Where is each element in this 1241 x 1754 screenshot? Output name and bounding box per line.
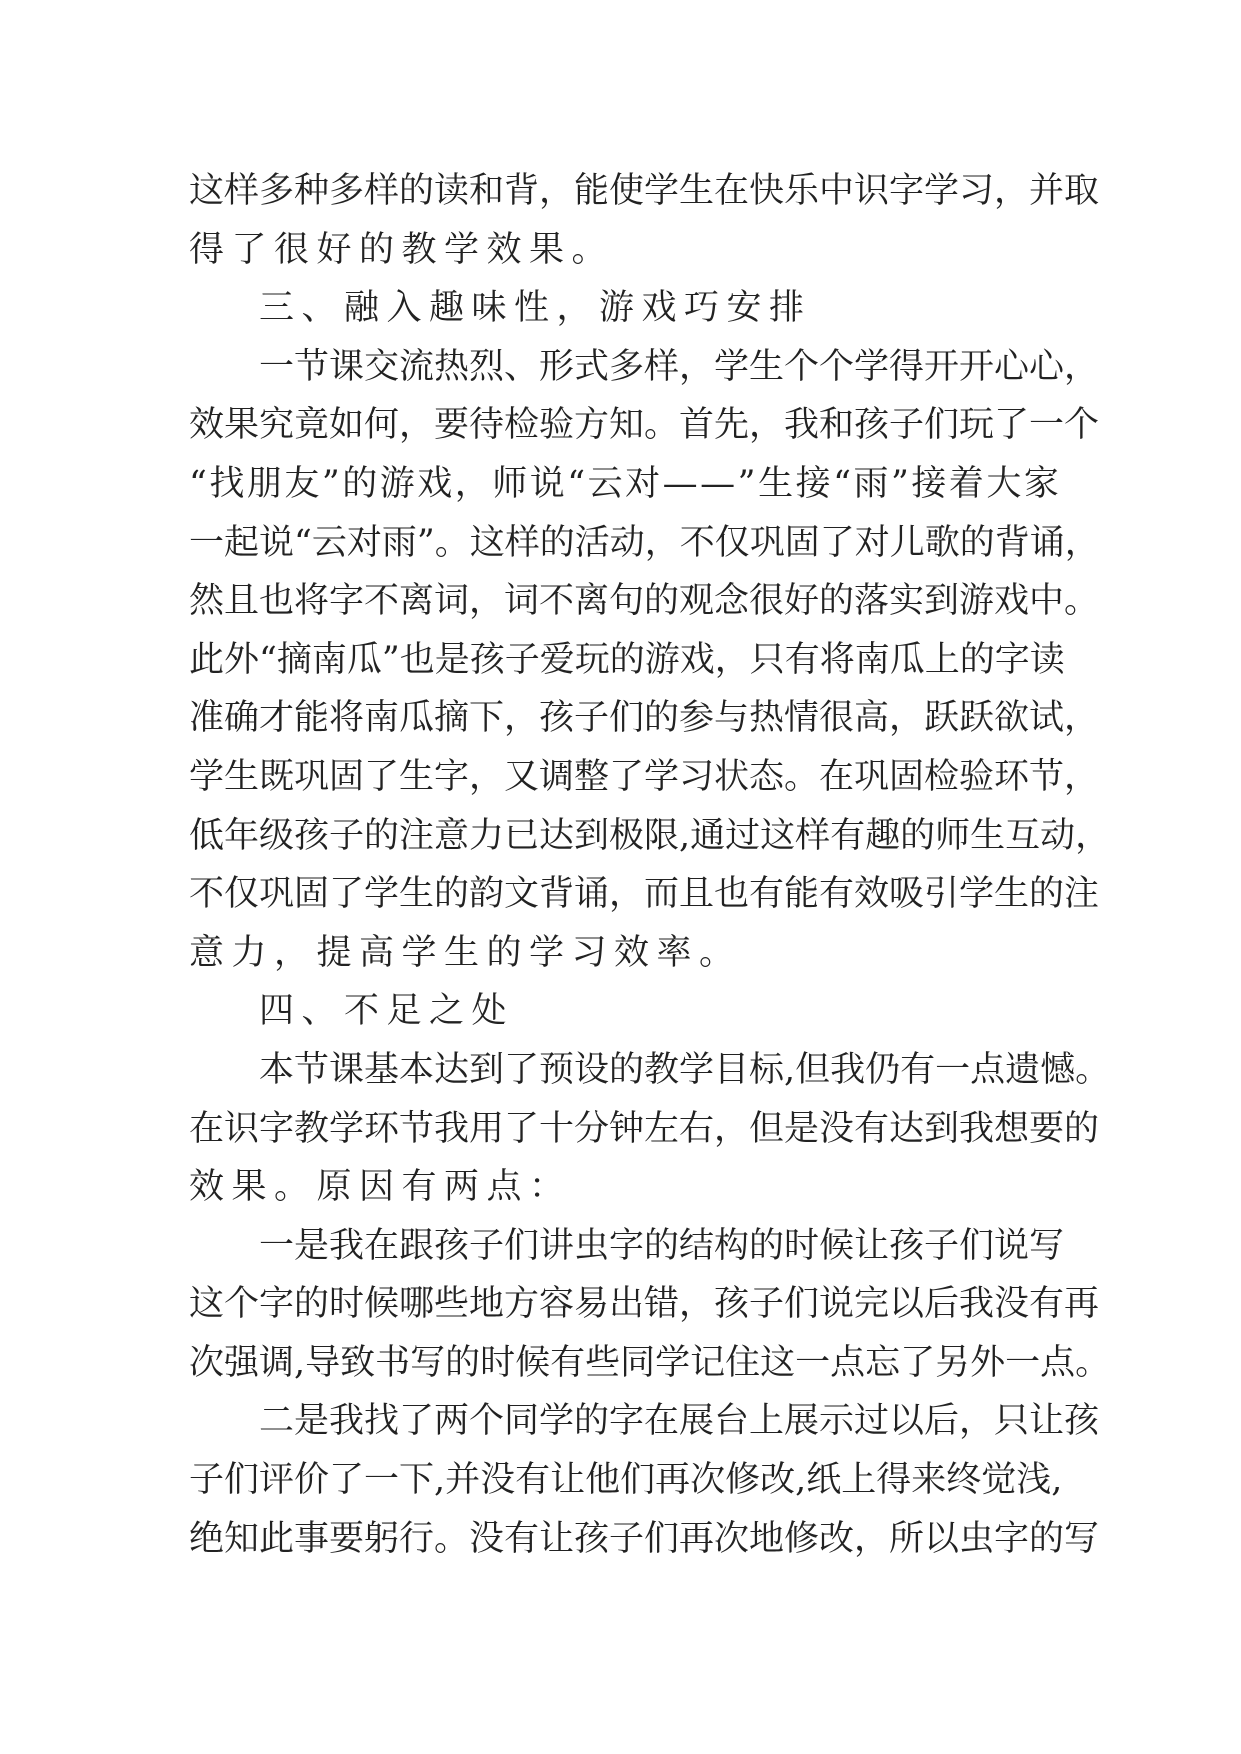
text-line: 绝知此事要躬行。没有让孩子们再次地修改，所以虫字的写 [189,1518,1100,1559]
text-line: 学生既巩固了生字，又调整了学习状态。在巩固检验环节， [189,756,1100,797]
section-heading: 四、不足之处 [259,991,515,1032]
text-line: 一节课交流热烈、形式多样，学生个个学得开开心心， [259,346,1100,387]
text-line: 然且也将字不离词，词不离句的观念很好的落实到游戏中。 [189,581,1100,622]
text-line: 在识字教学环节我用了十分钟左右，但是没有达到我想要的 [189,1108,1100,1149]
text-line: 意力，提高学生的学习效率。 [189,932,742,973]
text-line: 子们评价了一下,并没有让他们再次修改,纸上得来终觉浅, [189,1460,1063,1501]
text-line: 这样多种多样的读和背，能使学生在快乐中识字学习，并取 [189,171,1100,211]
text-line: 准确才能将南瓜摘下，孩子们的参与热情很高，跃跃欲试， [189,698,1100,739]
text-line: 一起说“云对雨”。这样的活动，不仅巩固了对儿歌的背诵， [189,522,1100,563]
text-line: 不仅巩固了学生的韵文背诵，而且也有能有效吸引学生的注 [189,874,1100,915]
section-heading: 三、融入趣味性，游戏巧安排 [259,288,812,329]
text-line: 本节课基本达到了预设的教学目标,但我仍有一点遗憾。 [259,1049,1111,1090]
text-line: 一是我在跟孩子们讲虫字的结构的时候让孩子们说写 [259,1225,1065,1266]
text-line: “找朋友”的游戏，师说“云对——”生接“雨”接着大家 [189,463,1062,504]
text-line: 次强调,导致书写的时候有些同学记住这一点忘了另外一点。 [189,1342,1111,1383]
body-text [189,162,1111,1568]
text-line: 二是我找了两个同学的字在展台上展示过以后，只让孩 [259,1401,1100,1442]
text-line: 这个字的时候哪些地方容易出错，孩子们说完以后我没有再 [189,1284,1100,1325]
text-line: 效果究竟如何，要待检验方知。首先，我和孩子们玩了一个 [189,405,1100,446]
text-line: 效果。原因有两点： [189,1167,572,1208]
text-line: 低年级孩子的注意力已达到极限,通过这样有趣的师生互动， [189,815,1111,856]
text-line: 此外“摘南瓜”也是孩子爱玩的游戏，只有将南瓜上的字读 [189,639,1065,680]
text-line: 得了很好的教学效果。 [189,229,615,270]
